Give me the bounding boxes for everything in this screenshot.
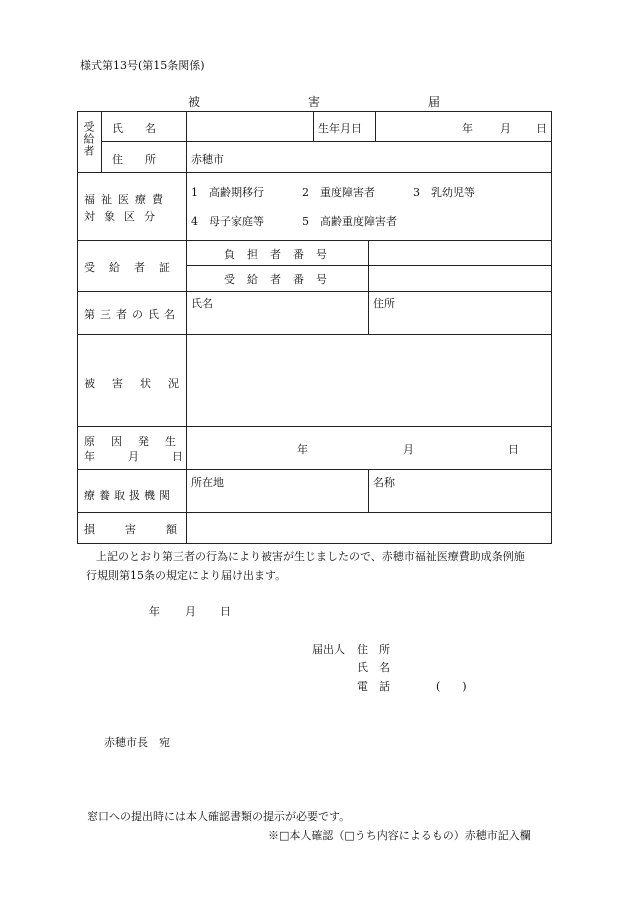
birth-year-unit: 年 [462, 122, 473, 135]
third-party-name-label: 氏名 [191, 297, 213, 310]
third-party-address-label: 住所 [373, 297, 395, 310]
burden-number-label: 負担者番号 [224, 248, 339, 261]
institution-name-label: 名称 [373, 476, 395, 489]
third-party-label: 第三者の氏名 [84, 308, 180, 321]
damage-status-field[interactable] [187, 335, 550, 425]
birth-month-unit: 月 [500, 122, 511, 135]
form-number: 様式第13号(第15条関係) [80, 59, 205, 72]
recipient-number-field[interactable] [369, 266, 550, 290]
category-label-line1: 福祉医療費 [84, 193, 169, 206]
category-option-1[interactable]: 1 高齢期移行 [191, 186, 264, 199]
declaration-line-2: 行規則第15条の規定により届け出ます。 [86, 569, 287, 582]
recipient-number-label: 受給者番号 [224, 273, 339, 286]
name-label: 氏 名 [112, 122, 156, 135]
damage-amount-field[interactable] [187, 513, 550, 542]
submission-year-unit: 年 [149, 605, 160, 618]
occurrence-month-unit: 月 [403, 443, 414, 456]
category-label-line2: 対象区分 [84, 210, 164, 223]
submission-day-unit: 日 [220, 605, 231, 618]
certificate-label: 受給者証 [84, 261, 184, 274]
occurrence-day-unit: 日 [508, 443, 519, 456]
address-label: 住 所 [112, 153, 156, 166]
occurrence-label-line1: 原因発生 [84, 435, 192, 448]
declaration-line-1: 上記のとおり第三者の行為により被害が生じましたので、赤穂市福祉医療費助成条例施 [96, 550, 525, 563]
recipient-group-label: 受給者 [82, 121, 95, 157]
medical-institution-label: 療養取扱機関 [84, 489, 174, 502]
category-option-5[interactable]: 5 高齢重度障害者 [302, 215, 397, 228]
applicant-phone-label: 電 話 [357, 680, 390, 693]
occurrence-year-unit: 年 [297, 443, 308, 456]
name-field[interactable] [187, 112, 312, 140]
institution-location-label: 所在地 [191, 476, 224, 489]
damage-status-label: 被害状況 [84, 377, 196, 390]
applicant-label: 届出人 [312, 643, 345, 656]
category-option-4[interactable]: 4 母子家庭等 [191, 215, 264, 228]
form-title [77, 93, 551, 110]
burden-number-field[interactable] [369, 241, 550, 264]
birth-day-unit: 日 [536, 122, 547, 135]
office-note: ※□本人確認（□うち内容によるもの）赤穂市記入欄 [268, 829, 531, 842]
applicant-name-label: 氏 名 [357, 661, 390, 674]
applicant-phone-parens[interactable]: ( ) [436, 680, 467, 693]
birth-date-label: 生年月日 [318, 122, 362, 135]
title-char: 害 [307, 95, 320, 109]
address-value[interactable]: 赤穂市 [191, 153, 224, 166]
damage-amount-label: 損害額 [84, 523, 207, 536]
addressee: 赤穂市長 宛 [104, 736, 170, 749]
title-char: 被 [187, 95, 200, 109]
occurrence-label-line2: 年月日 [84, 450, 216, 463]
applicant-address-label: 住 所 [357, 643, 390, 656]
notice-text: 窓口への提出時には本人確認書類の提示が必要です。 [87, 810, 351, 823]
category-option-3[interactable]: 3 乳幼児等 [413, 186, 475, 199]
title-char: 届 [427, 95, 440, 109]
category-option-2[interactable]: 2 重度障害者 [302, 186, 375, 199]
submission-month-unit: 月 [185, 605, 196, 618]
